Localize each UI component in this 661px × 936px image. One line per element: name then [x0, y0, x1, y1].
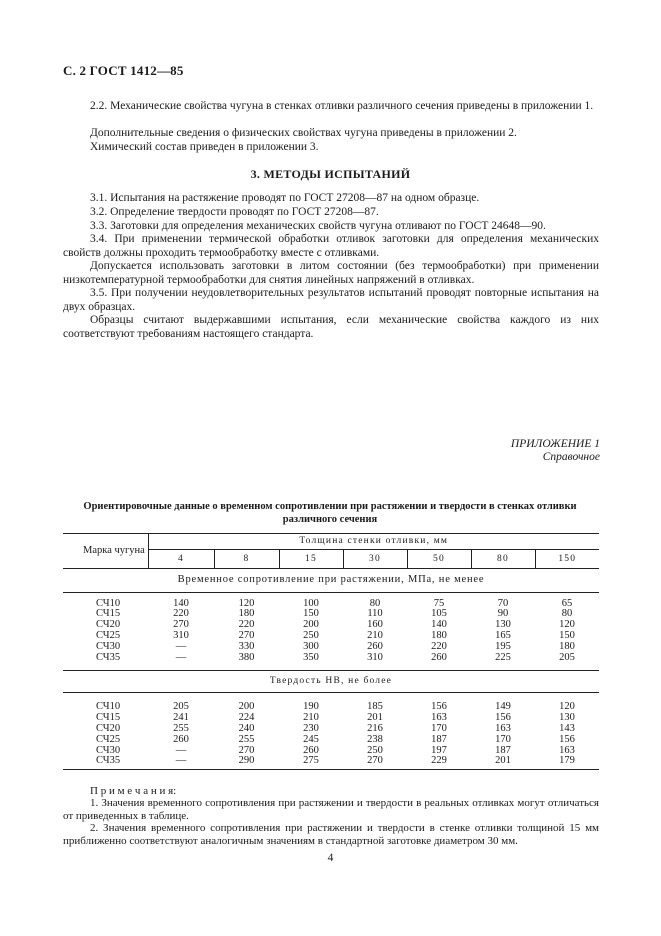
- thickness-150: 150: [535, 550, 599, 569]
- paragraph-2-2: 2.2. Механические свойства чугуна в стенках отливки различного сечения приведены в приложении 1.: [90, 100, 594, 112]
- paragraph-physical: Дополнительные сведения о физических свойствах чугуна приведены в приложении 2.: [90, 127, 517, 139]
- grade-cell: СЧ20: [96, 722, 121, 734]
- value-cell: 197: [431, 744, 447, 756]
- grade-header: Марка чугуна: [63, 534, 148, 569]
- value-cell: 380: [238, 652, 255, 664]
- notes-heading: П р и м е ч а н и я:: [90, 785, 177, 797]
- table-row: [63, 702, 599, 713]
- strength-header: Временное сопротивление при растяжении, МПа, не менее: [177, 574, 485, 586]
- value-cell: 255: [173, 722, 189, 734]
- value-cell: 260: [431, 652, 447, 664]
- page-number: 4: [327, 852, 334, 864]
- thickness-30: 30: [343, 550, 407, 569]
- value-cell: 255: [238, 733, 255, 745]
- value-cell: 120: [238, 597, 255, 609]
- value-cell: 200: [303, 619, 319, 631]
- paragraph-3-2: 3.2. Определение твердости проводят по ГОСТ 27208—87.: [90, 206, 379, 218]
- value-cell: 245: [303, 733, 319, 745]
- value-cell: 65: [561, 597, 573, 609]
- paragraph-3-3: 3.3. Заготовки для определения механических свойств чугуна отливают по ГОСТ 24648—90.: [90, 220, 546, 232]
- value-cell: 275: [303, 755, 319, 767]
- value-cell: 187: [431, 733, 447, 745]
- table-row: [63, 724, 599, 735]
- grade-cell: СЧ15: [96, 711, 121, 723]
- value-cell: 185: [367, 700, 383, 712]
- value-cell: 241: [173, 711, 189, 723]
- value-cell: 120: [559, 700, 575, 712]
- value-cell: 270: [173, 619, 189, 631]
- value-cell: 216: [367, 722, 383, 734]
- table-row: [63, 631, 599, 642]
- value-cell: 149: [495, 700, 511, 712]
- table-row: [63, 599, 599, 610]
- value-cell: 163: [559, 744, 575, 756]
- value-cell: 205: [559, 652, 575, 664]
- value-cell: 230: [303, 722, 319, 734]
- value-cell: 75: [433, 597, 445, 609]
- appendix-subtitle: Справочное: [542, 451, 600, 463]
- value-cell: 165: [495, 630, 511, 642]
- paragraph-allowed: Допускается использовать заготовки в литом состоянии (без термообработки) при применении низкотемпературной термообработки для снятия линейных напряжений в отливках.: [63, 260, 599, 286]
- value-cell: 180: [559, 641, 575, 653]
- value-cell: 205: [173, 700, 189, 712]
- header-row: [63, 534, 599, 550]
- page-header: С. 2 ГОСТ 1412—85: [63, 63, 184, 78]
- value-cell: 310: [367, 652, 383, 664]
- table-row: [63, 609, 599, 620]
- value-cell: —: [175, 641, 187, 653]
- table-title: Ориентировочные данные о временном сопротивлении при растяжении и твердости в стенках отливки различного сечения: [83, 501, 577, 525]
- appendix-title: ПРИЛОЖЕНИЕ 1: [510, 438, 600, 450]
- table-row: [63, 713, 599, 724]
- thickness-8: 8: [214, 550, 279, 569]
- value-cell: 190: [303, 700, 319, 712]
- value-cell: 156: [559, 733, 575, 745]
- value-cell: 180: [238, 608, 255, 620]
- value-cell: 201: [367, 711, 383, 723]
- table-row: [63, 620, 599, 631]
- thickness-50: 50: [407, 550, 471, 569]
- value-cell: 260: [173, 733, 189, 745]
- note-item: 2. Значения временного сопротивления при растяжении и твердости в стенке отливки толщиной 15 мм приближенно соответствуют аналогичным значениям в стандартной заготовке диаметром 30 мм.: [63, 822, 599, 847]
- value-cell: 270: [238, 744, 255, 756]
- value-cell: 170: [495, 733, 511, 745]
- note-item: 1. Значения временного сопротивления при растяжении и твердости в реальных отливках могут отличаться от приведенных в таблице.: [63, 797, 599, 822]
- value-cell: 130: [559, 711, 575, 723]
- value-cell: 250: [303, 630, 319, 642]
- thickness-4: 4: [148, 550, 214, 569]
- value-cell: 200: [238, 700, 255, 712]
- strength-section-row: [63, 569, 599, 593]
- value-cell: 210: [303, 711, 319, 723]
- value-cell: 140: [173, 597, 189, 609]
- value-cell: —: [175, 652, 187, 664]
- table-row: [63, 735, 599, 746]
- value-cell: 220: [238, 619, 255, 631]
- value-cell: 110: [367, 608, 383, 620]
- value-cell: 220: [173, 608, 189, 620]
- paragraph-samples: Образцы считают выдержавшими испытания, если механические свойства каждого из них соответствуют требованиям настоящего стандарта.: [63, 314, 599, 340]
- grade-cell: СЧ15: [96, 608, 121, 620]
- value-cell: 224: [238, 711, 255, 723]
- value-cell: 210: [367, 630, 383, 642]
- grade-cell: СЧ25: [96, 733, 121, 745]
- table-row: [63, 653, 599, 664]
- value-cell: 90: [497, 608, 509, 620]
- grade-cell: СЧ30: [96, 744, 121, 756]
- value-cell: 156: [495, 711, 511, 723]
- value-cell: 300: [303, 641, 319, 653]
- value-cell: 270: [367, 755, 383, 767]
- value-cell: 163: [431, 711, 447, 723]
- notes-block: [63, 785, 599, 847]
- value-cell: 180: [431, 630, 447, 642]
- value-cell: 187: [495, 744, 511, 756]
- value-cell: 270: [238, 630, 255, 642]
- paragraph-chemical: Химический состав приведен в приложении 3.: [90, 141, 319, 153]
- value-cell: 260: [367, 641, 383, 653]
- value-cell: 195: [495, 641, 511, 653]
- grade-cell: СЧ35: [96, 755, 121, 767]
- value-cell: 130: [495, 619, 511, 631]
- value-cell: 250: [367, 744, 383, 756]
- value-cell: 229: [431, 755, 447, 767]
- value-cell: 240: [238, 722, 255, 734]
- paragraph-3-5: 3.5. При получении неудовлетворительных результатов испытаний проводят повторные испытания на двух образцах.: [63, 287, 599, 313]
- table-row: [63, 642, 599, 653]
- value-cell: 140: [431, 619, 447, 631]
- value-cell: —: [175, 755, 187, 767]
- hardness-section-row: [63, 671, 599, 693]
- value-cell: 290: [238, 755, 255, 767]
- value-cell: 238: [367, 733, 383, 745]
- value-cell: 105: [431, 608, 447, 620]
- value-cell: 150: [559, 630, 575, 642]
- value-cell: 220: [431, 641, 447, 653]
- value-cell: 179: [559, 755, 575, 767]
- thickness-80: 80: [471, 550, 535, 569]
- value-cell: 163: [495, 722, 511, 734]
- paragraph-3-1: 3.1. Испытания на растяжение проводят по ГОСТ 27208—87 на одном образце.: [90, 192, 480, 204]
- value-cell: 120: [559, 619, 575, 631]
- thickness-header: Толщина стенки отливки, мм: [148, 534, 599, 550]
- value-cell: 143: [559, 722, 575, 734]
- properties-table: [63, 533, 599, 770]
- value-cell: 225: [495, 652, 511, 664]
- value-cell: 80: [561, 608, 573, 620]
- paragraph-3-4: 3.4. При применении термической обработки отливок заготовки для определения механических свойств должны проходить термообработку вместе с отливками.: [63, 233, 599, 259]
- grade-cell: СЧ35: [96, 652, 121, 664]
- grade-cell: СЧ10: [96, 700, 121, 712]
- value-cell: 201: [495, 755, 511, 767]
- grade-cell: СЧ25: [96, 630, 121, 642]
- thickness-15: 15: [279, 550, 343, 569]
- value-cell: 100: [303, 597, 319, 609]
- value-cell: 330: [238, 641, 255, 653]
- hardness-header: Твердость НВ, не более: [269, 676, 393, 687]
- value-cell: —: [175, 744, 187, 756]
- value-cell: 70: [497, 597, 509, 609]
- table-row: [63, 756, 599, 769]
- section-title: 3. МЕТОДЫ ИСПЫТАНИЙ: [250, 167, 411, 181]
- grade-cell: СЧ10: [96, 597, 121, 609]
- value-cell: 156: [431, 700, 447, 712]
- value-cell: 310: [173, 630, 189, 642]
- table-row: [63, 746, 599, 757]
- value-cell: 80: [369, 597, 381, 609]
- value-cell: 150: [303, 608, 319, 620]
- value-cell: 160: [367, 619, 383, 631]
- grade-cell: СЧ30: [96, 641, 121, 653]
- grade-cell: СЧ20: [96, 619, 121, 631]
- value-cell: 260: [303, 744, 319, 756]
- value-cell: 170: [431, 722, 447, 734]
- value-cell: 350: [303, 652, 319, 664]
